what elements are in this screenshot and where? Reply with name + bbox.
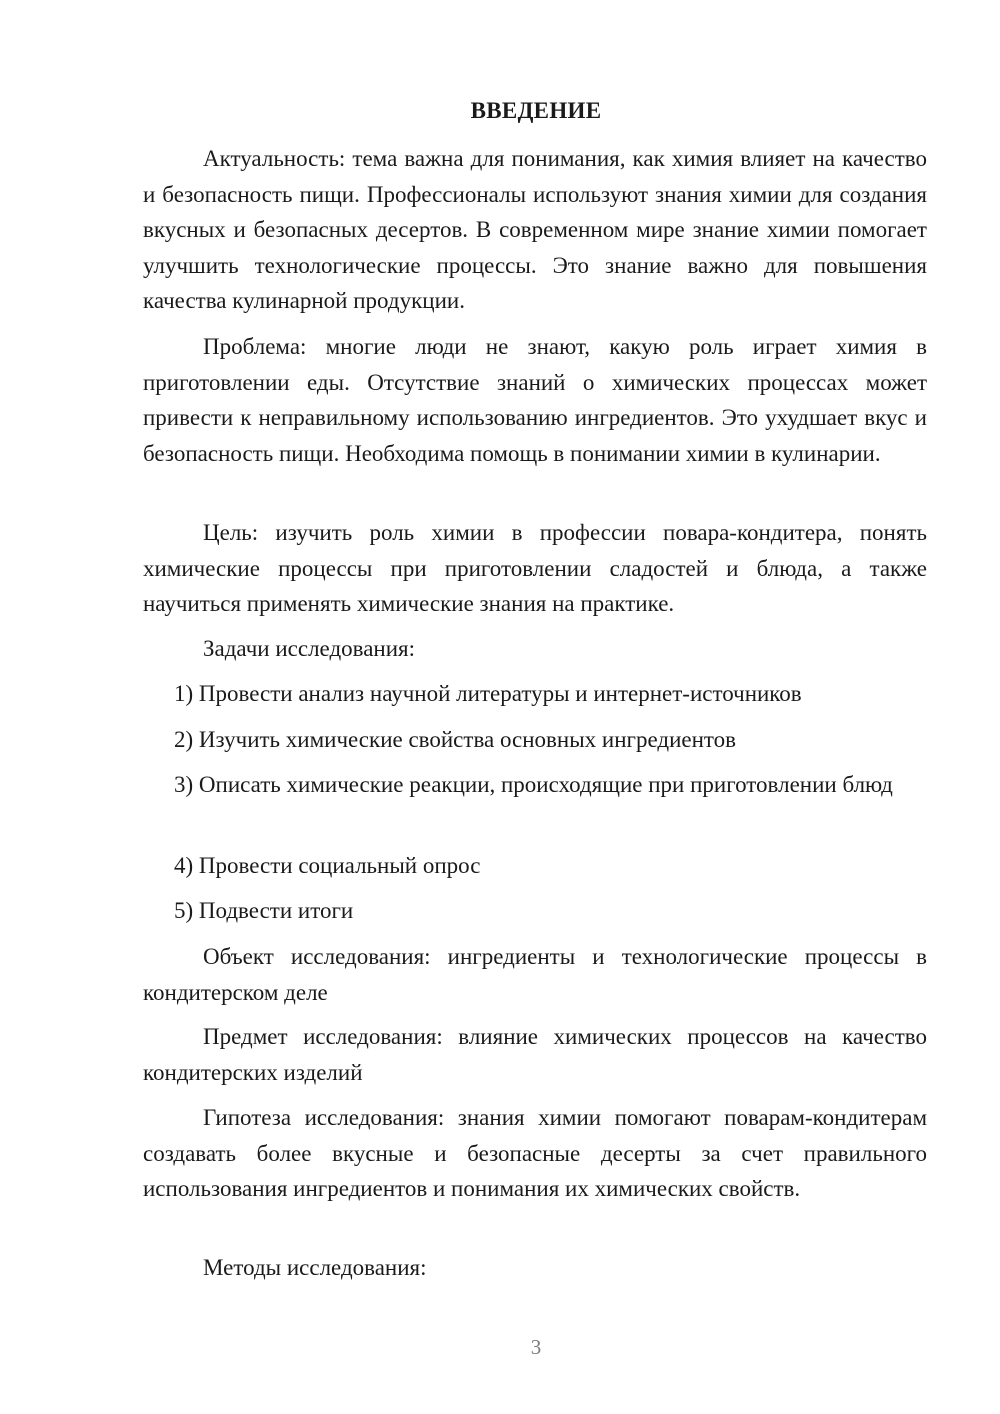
list-item <box>143 722 927 758</box>
paragraph-text: Предмет исследования: влияние химических процессов на качество кондитерских изделий <box>143 1024 927 1085</box>
list-item-text: 4) Провести социальный опрос <box>174 853 481 878</box>
list-item-text: 2) Изучить химические свойства основных ингредиентов <box>174 727 737 752</box>
paragraph-hypothesis <box>143 1100 927 1207</box>
list-item-text: 5) Подвести итоги <box>174 898 354 923</box>
paragraph-text: Гипотеза исследования: знания химии помогают поварам-кондитерам создавать более вкусные и безопасные десерты за счет правильного использования ингредиентов и понимания их химических свойств. <box>143 1105 927 1201</box>
paragraph-text: Объект исследования: ингредиенты и технологические процессы в кондитерском деле <box>143 944 927 1005</box>
page-title: ВВЕДЕНИЕ <box>470 98 602 123</box>
paragraph-object <box>143 939 927 1010</box>
methods-heading <box>143 1250 927 1286</box>
list-item-text: 1) Провести анализ научной литературы и интернет-источников <box>174 681 802 706</box>
list-item <box>143 676 927 712</box>
paragraph-relevance <box>143 141 927 319</box>
paragraph-problem <box>143 329 927 471</box>
paragraph-text: Проблема: многие люди не знают, какую роль играет химия в приготовлении еды. Отсутствие знаний о химических процессах может привести к неправильному использованию ингредиентов. Это ухудшает вкус и безопасность пищи. Необходима помощь в понимании химии в кулинарии. <box>143 334 927 466</box>
paragraph-text: Задачи исследования: <box>203 636 416 661</box>
paragraph-text: Методы исследования: <box>203 1255 427 1280</box>
page-number: 3 <box>530 1335 542 1359</box>
list-item <box>143 848 927 884</box>
list-item-text: 3) Описать химические реакции, происходящие при приготовлении блюд <box>174 772 893 797</box>
list-item <box>143 893 927 929</box>
list-item <box>143 767 927 803</box>
paragraph-text: Актуальность: тема важна для понимания, как химия влияет на качество и безопасность пищи. Профессионалы используют знания химии для создания вкусных и безопасных десертов. В современном мире знание химии помогает улучшить технологические процессы. Это знание важно для повышения качества кулинарной продукции. <box>143 146 927 313</box>
paragraph-text: Цель: изучить роль химии в профессии повара-кондитера, понять химические процессы при приготовлении сладостей и блюда, а также научиться применять химические знания на практике. <box>143 520 927 616</box>
paragraph-goal <box>143 515 927 622</box>
paragraph-subject <box>143 1019 927 1090</box>
tasks-heading <box>143 631 927 667</box>
